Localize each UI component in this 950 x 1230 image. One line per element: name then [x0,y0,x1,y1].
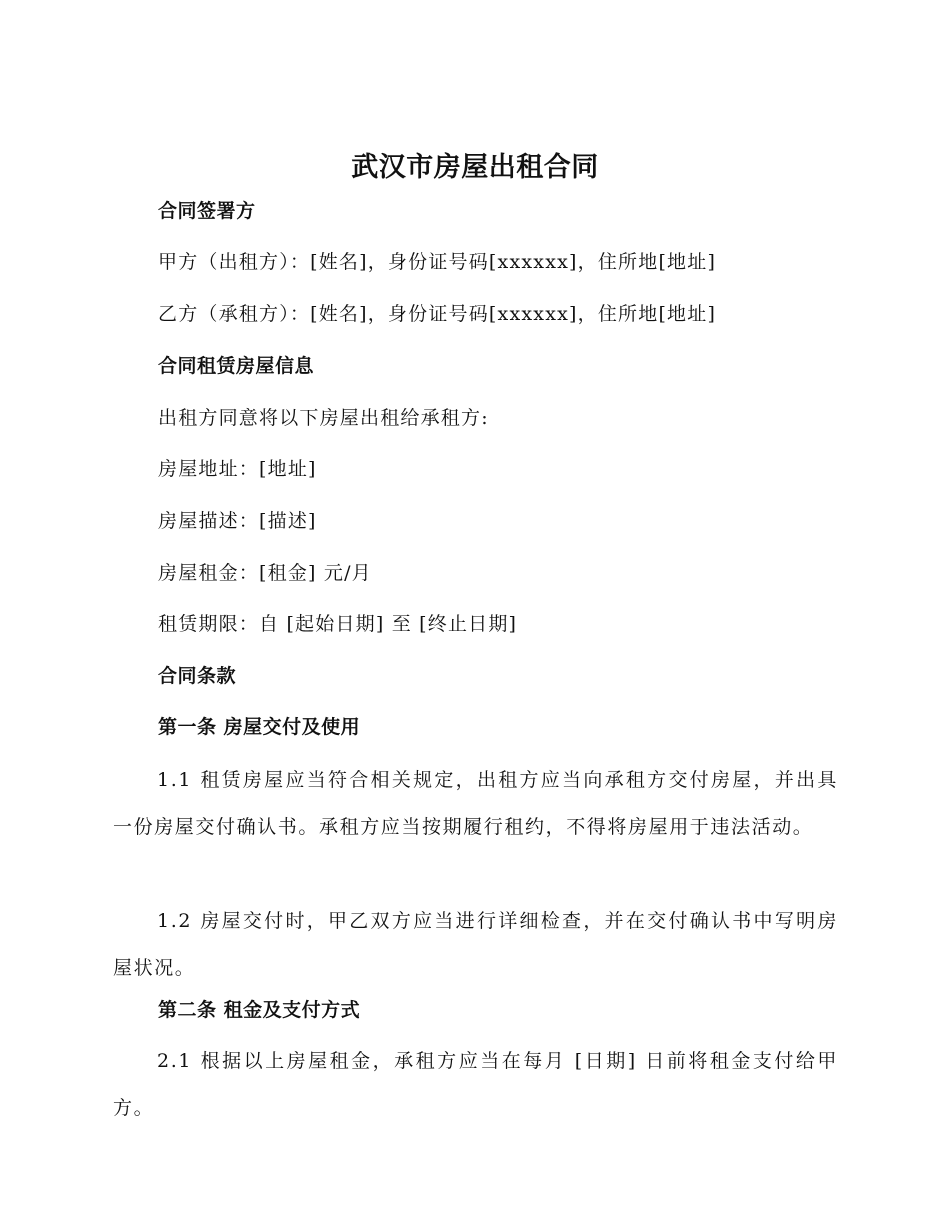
clause-1-1: 1.1 租赁房屋应当符合相关规定，出租方应当向承租方交付房屋，并出具一份房屋交付确认书。承租方应当按期履行租约，不得将房屋用于违法活动。 [113,769,838,838]
lease-term: 租赁期限：自 [起始日期] 至 [终止日期] [158,613,518,635]
party-b-line: 乙方（承租方）：[姓名]，身份证号码[xxxxxx]，住所地[地址] [158,303,717,325]
clause-2-1: 2.1 根据以上房屋租金，承租方应当在每月 [日期] 日前将租金支付给甲方。 [113,1050,838,1119]
party-a-line: 甲方（出租方）：[姓名]，身份证号码[xxxxxx]，住所地[地址] [158,251,717,273]
property-address: 房屋地址：[地址] [158,458,317,480]
section-heading-terms: 合同条款 [158,665,237,687]
property-rent: 房屋租金：[租金] 元/月 [158,562,372,584]
document-title: 武汉市房屋出租合同 [351,152,599,183]
clause-1-2: 1.2 房屋交付时，甲乙双方应当进行详细检查，并在交付确认书中写明房屋状况。 [113,910,838,979]
property-intro: 出租方同意将以下房屋出租给承租方: [158,407,489,429]
property-description: 房屋描述：[描述] [158,510,317,532]
section-heading-signing-parties: 合同签署方 [158,200,256,222]
section-heading-property-info: 合同租赁房屋信息 [158,355,315,377]
article-2-heading: 第二条 租金及支付方式 [158,999,361,1021]
article-1-heading: 第一条 房屋交付及使用 [158,716,361,738]
